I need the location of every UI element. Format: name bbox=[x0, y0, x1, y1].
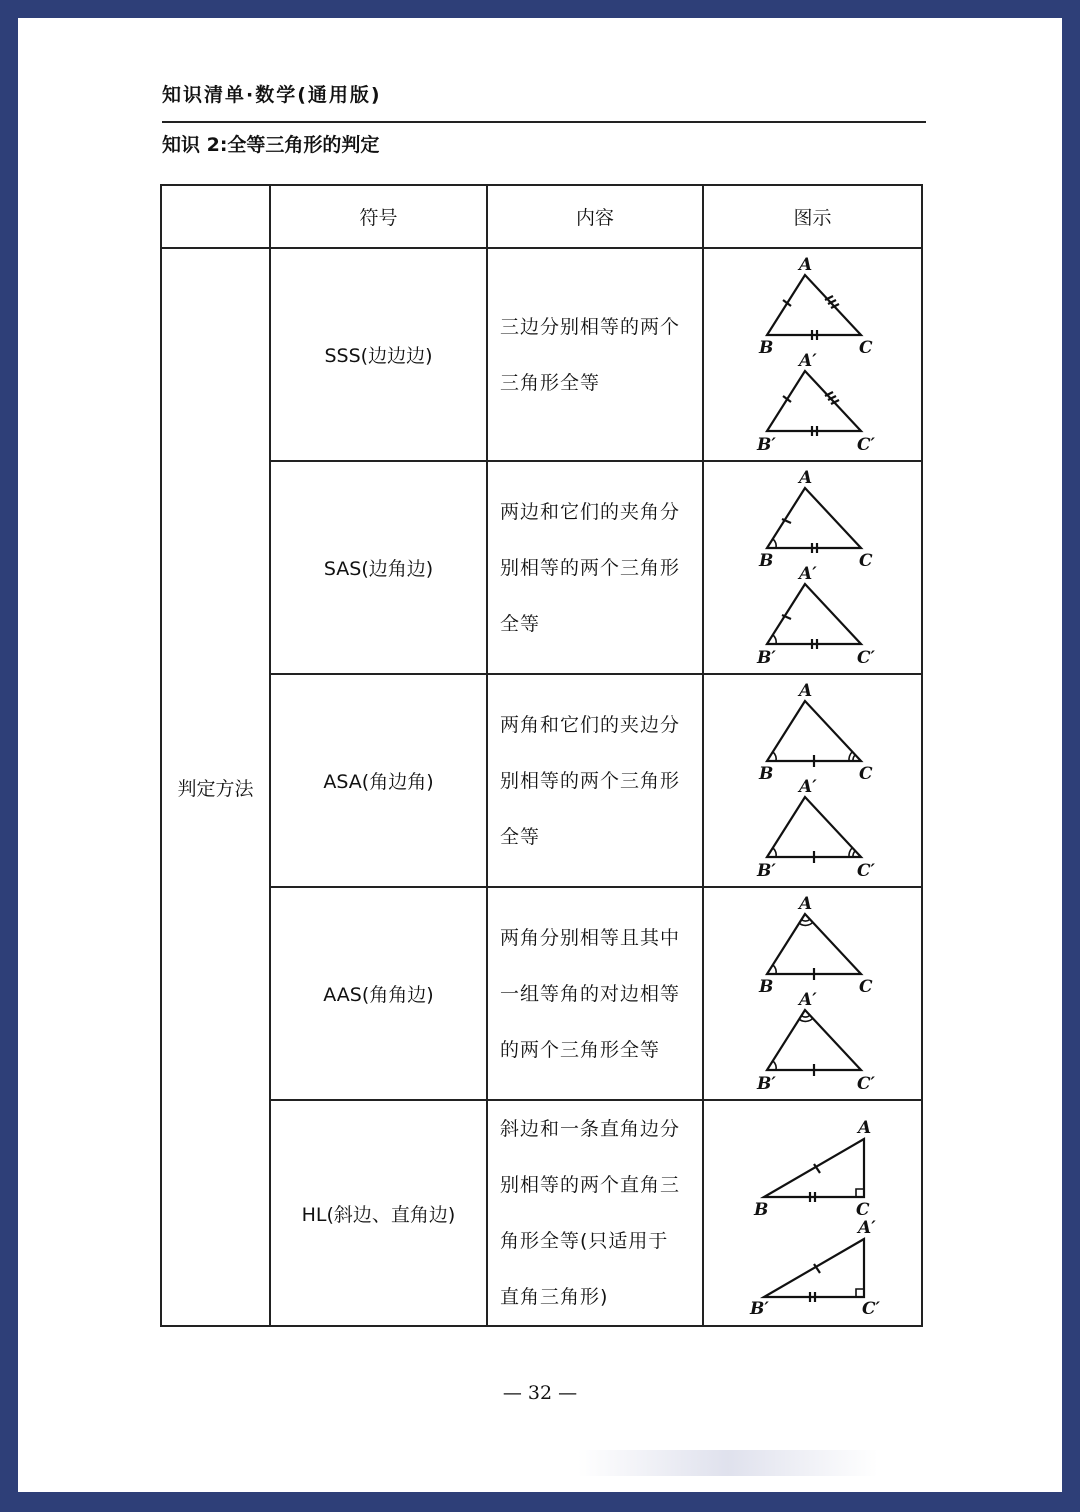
content-sas bbox=[487, 461, 703, 674]
label-a-prime: A′ bbox=[798, 564, 817, 584]
triangle-a-prime-b-prime-c-prime bbox=[767, 371, 861, 436]
label-a-prime: A′ bbox=[798, 990, 817, 1010]
label-b: B bbox=[753, 1199, 768, 1220]
sas-triangles-diagram bbox=[713, 465, 913, 670]
label-c-prime: C′ bbox=[861, 1298, 880, 1316]
method-label: 判定方法 bbox=[161, 248, 270, 1326]
label-a-prime: A′ bbox=[798, 777, 817, 797]
triangle-a-prime-b-prime-c-prime bbox=[767, 584, 861, 649]
label-b: B bbox=[758, 764, 773, 784]
content-line: 斜边和一条直角边分 bbox=[500, 1118, 681, 1140]
right-triangle-abc bbox=[764, 1139, 864, 1202]
symbol-sas: SAS(边角边) bbox=[270, 461, 487, 674]
header-blank bbox=[161, 185, 270, 248]
label-b-prime: B′ bbox=[756, 435, 776, 455]
congruence-criteria-table bbox=[160, 184, 923, 1327]
content-line: 一组等角的对边相等 bbox=[500, 982, 681, 1005]
label-b-prime: B′ bbox=[756, 861, 776, 881]
symbol-hl: HL(斜边、直角边) bbox=[270, 1100, 487, 1326]
label-b: B bbox=[758, 338, 773, 358]
triangle-a-prime-b-prime-c-prime bbox=[767, 797, 861, 863]
label-c: C bbox=[858, 338, 873, 358]
label-b-prime: B′ bbox=[756, 648, 776, 668]
symbol-aas: AAS(角角边) bbox=[270, 887, 487, 1100]
triangle-abc bbox=[767, 914, 861, 980]
content-line: 全等 bbox=[500, 612, 541, 635]
label-c: C bbox=[858, 764, 873, 784]
content-line: 角形全等(只适用于 bbox=[500, 1230, 669, 1252]
bottom-smudge bbox=[578, 1450, 878, 1476]
table-row bbox=[161, 887, 922, 1100]
content-line: 的两个三角形全等 bbox=[500, 1038, 661, 1061]
content-aas bbox=[487, 887, 703, 1100]
section-title: 知识 2:全等三角形的判定 bbox=[162, 134, 380, 156]
symbol-asa: ASA(角边角) bbox=[270, 674, 487, 887]
label-b-prime: B′ bbox=[749, 1298, 769, 1316]
label-a: A bbox=[798, 255, 812, 275]
table-row bbox=[161, 461, 922, 674]
content-line: 三边分别相等的两个 bbox=[500, 315, 681, 338]
asa-triangles-diagram bbox=[713, 678, 913, 883]
table-row bbox=[161, 674, 922, 887]
triangle-abc bbox=[767, 275, 861, 340]
running-header: 知识清单·数学(通用版) bbox=[162, 84, 382, 106]
figure-aas bbox=[703, 887, 922, 1100]
triangle-abc bbox=[767, 701, 861, 767]
label-a-prime: A′ bbox=[857, 1217, 876, 1238]
label-b: B bbox=[758, 977, 773, 997]
page-number: — 32 — bbox=[502, 1382, 578, 1404]
label-c: C bbox=[858, 551, 873, 571]
figure-sss bbox=[703, 248, 922, 461]
header-figure: 图示 bbox=[703, 185, 922, 248]
content-line: 别相等的两个直角三 bbox=[500, 1174, 681, 1196]
label-c-prime: C′ bbox=[856, 435, 875, 455]
label-c-prime: C′ bbox=[856, 861, 875, 881]
figure-hl bbox=[703, 1100, 922, 1326]
content-line: 别相等的两个三角形 bbox=[500, 769, 681, 792]
content-line: 直角三角形) bbox=[500, 1286, 609, 1308]
right-triangle-a-prime-b-prime-c-prime bbox=[764, 1239, 864, 1302]
label-b-prime: B′ bbox=[756, 1074, 776, 1094]
hl-triangles-diagram bbox=[706, 1111, 920, 1316]
page bbox=[18, 18, 1062, 1492]
header-symbol: 符号 bbox=[270, 185, 487, 248]
label-c-prime: C′ bbox=[856, 648, 875, 668]
label-b: B bbox=[758, 551, 773, 571]
table-row bbox=[161, 248, 922, 461]
label-a: A bbox=[798, 681, 812, 701]
symbol-sss: SSS(边边边) bbox=[270, 248, 487, 461]
content-line: 全等 bbox=[500, 825, 541, 848]
content-sss bbox=[487, 248, 703, 461]
label-a: A bbox=[798, 468, 812, 488]
label-c-prime: C′ bbox=[856, 1074, 875, 1094]
content-line: 三角形全等 bbox=[500, 371, 601, 394]
content-hl bbox=[487, 1100, 703, 1326]
table-row bbox=[161, 1100, 922, 1326]
label-a: A bbox=[857, 1117, 871, 1138]
sss-triangles-diagram bbox=[713, 252, 913, 457]
label-c: C bbox=[855, 1199, 870, 1220]
content-line: 别相等的两个三角形 bbox=[500, 556, 681, 579]
header-rule bbox=[162, 121, 926, 123]
content-line: 两角分别相等且其中 bbox=[500, 926, 681, 949]
triangle-abc bbox=[767, 488, 861, 553]
figure-asa bbox=[703, 674, 922, 887]
content-line: 两边和它们的夹角分 bbox=[500, 500, 681, 523]
triangle-a-prime-b-prime-c-prime bbox=[767, 1010, 861, 1076]
table-header-row bbox=[161, 185, 922, 248]
label-a: A bbox=[798, 894, 812, 914]
content-line: 两角和它们的夹边分 bbox=[500, 713, 681, 736]
header-content: 内容 bbox=[487, 185, 703, 248]
content-asa bbox=[487, 674, 703, 887]
aas-triangles-diagram bbox=[713, 891, 913, 1096]
figure-sas bbox=[703, 461, 922, 674]
label-c: C bbox=[858, 977, 873, 997]
label-a-prime: A′ bbox=[798, 351, 817, 371]
